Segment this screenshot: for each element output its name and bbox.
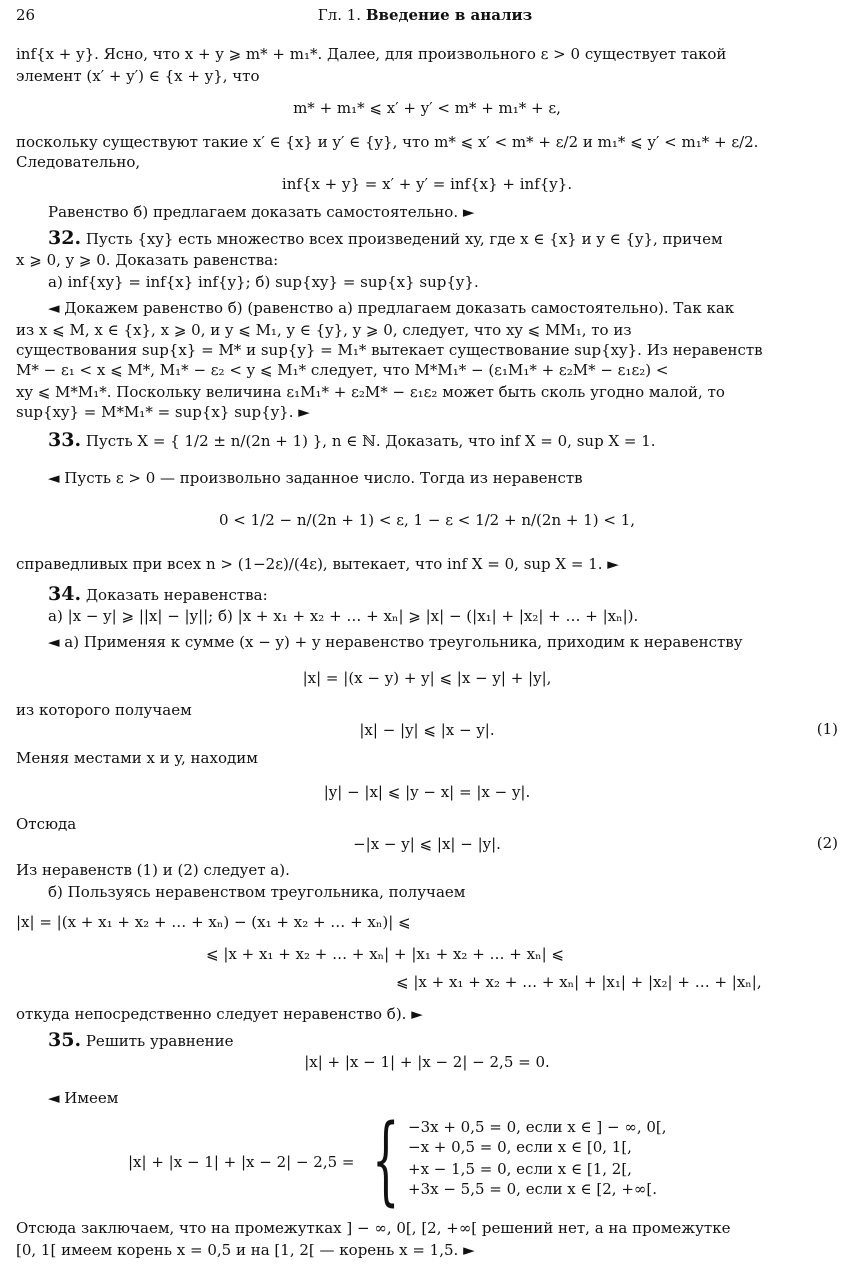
text-line: Меняя местами x и y, находим	[16, 749, 258, 767]
text-line: существования sup{x} = M* и sup{y} = M₁* вытекает существование sup{xy}. Из неравенств	[16, 341, 763, 359]
text-line: откуда непосредственно следует неравенство б). ►	[16, 1005, 423, 1023]
display-formula: 0 < 1/2 − n/(2n + 1) < ε, 1 − ε < 1/2 + n/(2n + 1) < 1,	[218, 511, 636, 529]
text-line: ◄ а) Применяя к сумме (x − y) + y неравенство треугольника, приходим к неравенству	[48, 633, 743, 651]
text-line: xy ⩽ M*M₁*. Поскольку величина ε₁M₁* + ε₂M* − ε₁ε₂ может быть сколь угодно малой, то	[16, 383, 725, 401]
chapter-title: Введение в анализ	[365, 6, 533, 24]
display-formula: |y| − |x| ⩽ |y − x| = |x − y|.	[323, 783, 531, 801]
problem-number: 35.	[48, 1030, 82, 1051]
equation-number: (2)	[816, 834, 838, 852]
text-line: ◄ Докажем равенство б) (равенство а) предлагаем доказать самостоятельно). Так как	[48, 299, 735, 317]
text-line: элемент (x′ + y′) ∈ {x + y}, что	[16, 67, 260, 85]
page-number: 26	[16, 6, 36, 24]
left-brace: {	[372, 1104, 400, 1216]
text-line: Равенство б) предлагаем доказать самостоятельно. ►	[48, 203, 475, 221]
problem-number: 32.	[48, 228, 82, 249]
problem-number: 34.	[48, 584, 82, 605]
problem-33-statement: 33. Пусть X = { 1/2 ± n/(2n + 1) }, n ∈ ℕ. Доказать, что inf X = 0, sup X = 1.	[48, 430, 656, 451]
text-line: из которого получаем	[16, 701, 192, 719]
display-formula: ⩽ |x + x₁ + x₂ + … + xₙ| + |x₁| + |x₂| + … + |xₙ|,	[396, 973, 762, 991]
display-formula: |x| − |y| ⩽ |x − y|.	[359, 721, 495, 739]
text-line: из x ⩽ M, x ∈ {x}, x ⩾ 0, и y ⩽ M₁, y ∈ {y}, y ⩾ 0, следует, что xy ⩽ MM₁, то из	[16, 321, 632, 339]
problem-35-statement: 35. Решить уравнение	[48, 1030, 234, 1051]
text-line: а) inf{xy} = inf{x} inf{y}; б) sup{xy} = sup{x} sup{y}.	[48, 273, 479, 291]
text-line: [0, 1[ имеем корень x = 0,5 и на [1, 2[ — корень x = 1,5. ►	[16, 1241, 475, 1259]
problem-32-statement: 32. Пусть {xy} есть множество всех произведений xy, где x ∈ {x} и y ∈ {y}, причем	[48, 228, 723, 249]
text-line: б) Пользуясь неравенством треугольника, получаем	[48, 883, 466, 901]
text-line: M* − ε₁ < x ⩽ M*, M₁* − ε₂ < y ⩽ M₁* следует, что M*M₁* − (ε₁M₁* + ε₂M* − ε₁ε₂) <	[16, 361, 669, 379]
text-line: а) |x − y| ⩾ ||x| − |y||; б) |x + x₁ + x₂ + … + xₙ| ⩾ |x| − (|x₁| + |x₂| + … + |xₙ|).	[48, 607, 639, 625]
problem-number: 33.	[48, 430, 82, 451]
piecewise-case: −3x + 0,5 = 0, если x ∈ ] − ∞, 0[,	[408, 1118, 667, 1136]
display-formula: |x| = |(x − y) + y| ⩽ |x − y| + |y|,	[302, 669, 552, 687]
display-formula: −|x − y| ⩽ |x| − |y|.	[353, 835, 501, 853]
piecewise-case: +3x − 5,5 = 0, если x ∈ [2, +∞[.	[408, 1180, 658, 1198]
display-formula: inf{x + y} = x′ + y′ = inf{x} + inf{y}.	[281, 175, 573, 193]
text-line: справедливых при всех n > (1−2ε)/(4ε), вытекает, что inf X = 0, sup X = 1. ►	[16, 555, 619, 573]
display-formula: ⩽ |x + x₁ + x₂ + … + xₙ| + |x₁ + x₂ + … + xₙ| ⩽	[206, 945, 564, 963]
text-line: Отсюда заключаем, что на промежутках ] − ∞, 0[, [2, +∞[ решений нет, а на промежутке	[16, 1219, 731, 1237]
text-line: ◄ Пусть ε > 0 — произвольно заданное число. Тогда из неравенств	[48, 469, 583, 487]
piecewise-case: +x − 1,5 = 0, если x ∈ [1, 2[,	[408, 1160, 632, 1178]
chapter-label: Гл. 1.	[317, 6, 362, 24]
text-line: поскольку существуют такие x′ ∈ {x} и y′ ∈ {y}, что m* ⩽ x′ < m* + ε/2 и m₁* ⩽ y′ < m₁* + ε/2.	[16, 133, 759, 151]
equation-number: (1)	[816, 720, 838, 738]
text-line: inf{x + y}. Ясно, что x + y ⩾ m* + m₁*. Далее, для произвольного ε > 0 существует такой	[16, 45, 727, 63]
text-line: sup{xy} = M*M₁* = sup{x} sup{y}. ►	[16, 403, 310, 421]
text-line: x ⩾ 0, y ⩾ 0. Доказать равенства:	[16, 251, 279, 269]
text-line: ◄ Имеем	[48, 1089, 119, 1107]
piecewise-lhs: |x| + |x − 1| + |x − 2| − 2,5 =	[128, 1153, 355, 1171]
display-formula: |x| = |(x + x₁ + x₂ + … + xₙ) − (x₁ + x₂ + … + xₙ)| ⩽	[16, 913, 411, 931]
text-line: Следовательно,	[16, 153, 141, 171]
display-formula: m* + m₁* ⩽ x′ + y′ < m* + m₁* + ε,	[293, 99, 561, 117]
running-header	[0, 6, 850, 24]
text-line: Отсюда	[16, 815, 77, 833]
display-formula: |x| + |x − 1| + |x − 2| − 2,5 = 0.	[304, 1053, 550, 1071]
problem-34-statement: 34. Доказать неравенства:	[48, 584, 268, 605]
text-line: Из неравенств (1) и (2) следует а).	[16, 861, 290, 879]
piecewise-case: −x + 0,5 = 0, если x ∈ [0, 1[,	[408, 1138, 632, 1156]
